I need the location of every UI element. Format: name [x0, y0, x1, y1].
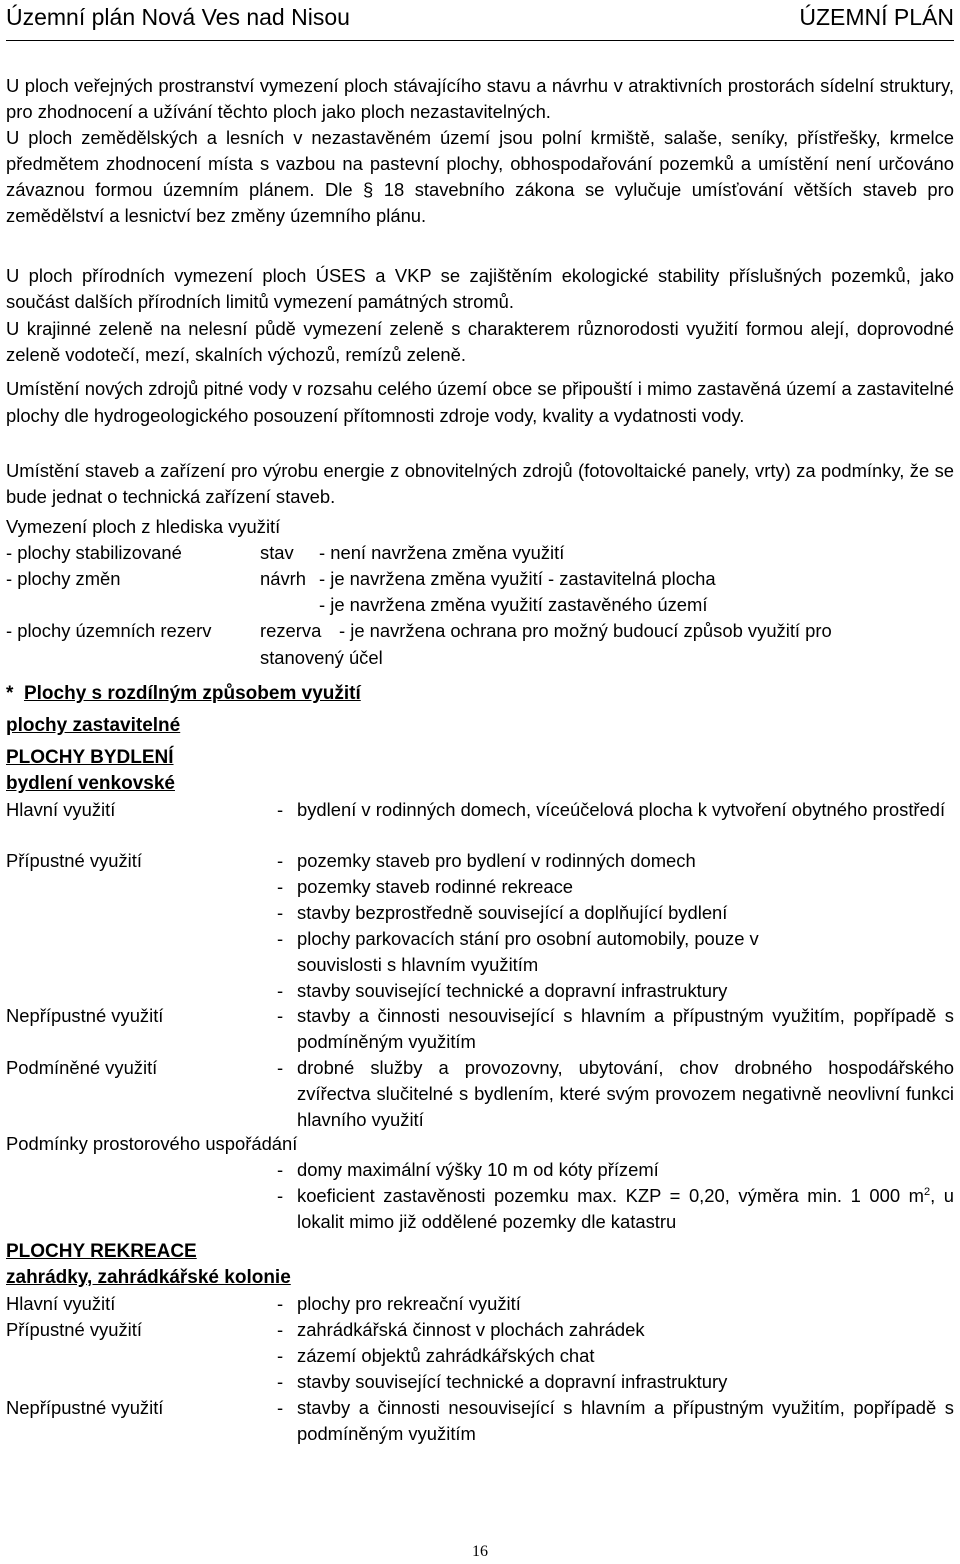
label-hlavni-vyuziti: Hlavní využití — [6, 1293, 116, 1314]
label-pripustne-vyuziti: Přípustné využití — [6, 850, 142, 871]
vymezeni-row-rezerv: - plochy územních rezerv rezerva - je navržena ochrana pro možný budoucí způsob využití pro — [6, 620, 832, 641]
rekreace-pripustne-item: - stavby související technické a dopravní infrastruktury — [277, 1371, 728, 1392]
rekreace-pripustne-item: - zázemí objektů zahrádkářských chat — [277, 1345, 595, 1366]
paragraph-public-spaces: U ploch veřejných prostranství vymezení ploch stávajícího stavu a návrhu v atraktivních prostorách sídelní struktury, pro zhodnocení a užívání těchto ploch jako ploch nezastavitelných. — [6, 75, 954, 122]
heading-zastavitelne: plochy zastavitelné — [6, 715, 181, 736]
bydleni-podminene-item: - drobné služby a provozovny, ubytování, chov drobného hospodářského zvířectva slučitelné s bydlením, které svým provozem negativně neovlivní funkci hlavního využití — [277, 1057, 954, 1130]
bydleni-pripustne-item: - plochy parkovacích stání pro osobní automobily, pouze v souvislosti s hlavním využitím — [277, 928, 759, 975]
bydleni-podminky-item: - domy maximální výšky 10 m od kóty přízemí — [277, 1159, 659, 1180]
paragraph-natural-areas: U ploch přírodních vymezení ploch ÚSES a VKP se zajištěním ekologické stability příslušných pozemků, jako součást dalších přírodních limitů vymezení památných stromů. — [6, 265, 954, 312]
heading-rozdilne-vyuziti: * Plochy s rozdílným způsobem využití — [6, 683, 361, 704]
bydleni-podminky-item: - koeficient zastavěnosti pozemku max. KZP = 0,20, výměra min. 1 000 $m^2$, u lokalit mimo již oddělené pozemky dle katastru — [277, 1185, 954, 1232]
bydleni-pripustne-item: - pozemky staveb pro bydlení v rodinných domech — [277, 850, 696, 871]
header-document-title: Územní plán Nová Ves nad Nisou — [6, 4, 350, 30]
bydleni-nepripustne-item: - stavby a činnosti nesouvisející s hlavním a přípustným využitím, popřípadě s podmíněným využitím — [277, 1005, 954, 1052]
label-nepripustne-vyuziti: Nepřípustné využití — [6, 1397, 164, 1418]
label-nepripustne-vyuziti: Nepřípustné využití — [6, 1005, 164, 1026]
heading-plochy-rekreace: PLOCHY REKREACE — [6, 1241, 197, 1262]
heading-bydleni-venkovske: bydlení venkovské — [6, 773, 175, 794]
vymezeni-row-zmen: - plochy změn návrh - je navržena změna využití - zastavitelná plocha — [6, 568, 716, 589]
label-podminky-prostoroveho-usporadani: Podmínky prostorového uspořádání — [6, 1133, 298, 1154]
paragraph-agricultural-forest: U ploch zemědělských a lesních v nezastavěném území jsou polní krmiště, salaše, seníky, přístřešky, krmelce předmětem zhodnocení místa s vazbou na pastevní plochy, obhospodařování pozemků a umístění není určováno závaznou formou územním plánem. Dle § 18 stavebního zákona se vylučuje umísťování větších staveb pro zemědělství a lesnictví bez změny územního plánu. — [6, 127, 954, 226]
label-hlavni-vyuziti: Hlavní využití — [6, 799, 116, 820]
label-pripustne-vyuziti: Přípustné využití — [6, 1319, 142, 1340]
vymezeni-row-rezerv-2: stanovený účel — [260, 647, 383, 668]
bydleni-hlavni-item: - bydlení v rodinných domech, víceúčelová plocha k vytvoření obytného prostředí — [277, 799, 946, 820]
bydleni-pripustne-item: - stavby související technické a dopravní infrastruktury — [277, 980, 728, 1001]
heading-zahradky: zahrádky, zahrádkářské kolonie — [6, 1267, 291, 1288]
heading-plochy-bydleni: PLOCHY BYDLENÍ — [6, 747, 174, 768]
header-section-title: ÚZEMNÍ PLÁN — [799, 4, 954, 30]
rekreace-pripustne-item: - zahrádkářská činnost v plochách zahrádek — [277, 1319, 645, 1340]
rekreace-nepripustne-item: - stavby a činnosti nesouvisející s hlavním a přípustným využitím, popřípadě s podmíněným využitím — [277, 1397, 954, 1444]
vymezeni-row-zmen-2: - je navržena změna využití zastavěného území — [319, 594, 708, 615]
label-podminene-vyuziti: Podmíněné využití — [6, 1057, 158, 1078]
paragraph-renewable-energy: Umístění staveb a zařízení pro výrobu energie z obnovitelných zdrojů (fotovoltaické panely, vrty) za podmínky, že se bude jednat o technická zařízení staveb. — [6, 460, 954, 507]
vymezeni-row-stabilizovane: - plochy stabilizované stav - není navržena změna využití — [6, 542, 565, 563]
page-header — [6, 2, 954, 41]
paragraph-landscape-greenery: U krajinné zeleně na nelesní půdě vymezení zeleně s charakterem různorodosti využití formou alejí, doprovodné zeleně vodotečí, mezí, skalních výchozů, remízů zeleně. — [6, 318, 954, 365]
bydleni-pripustne-item: - pozemky staveb rodinné rekreace — [277, 876, 574, 897]
bydleni-pripustne-item: - stavby bezprostředně související a doplňující bydlení — [277, 902, 728, 923]
page-number: 16 — [472, 1543, 488, 1560]
vymezeni-title: Vymezení ploch z hlediska využití — [6, 516, 281, 537]
rekreace-hlavni-item: - plochy pro rekreační využití — [277, 1293, 521, 1314]
paragraph-water-sources: Umístění nových zdrojů pitné vody v rozsahu celého území obce se připouští i mimo zastavěná území a zastavitelné plochy dle hydrogeologického posouzení přítomnosti zdroje vody, kvality a vydatnosti vody. — [6, 378, 954, 426]
